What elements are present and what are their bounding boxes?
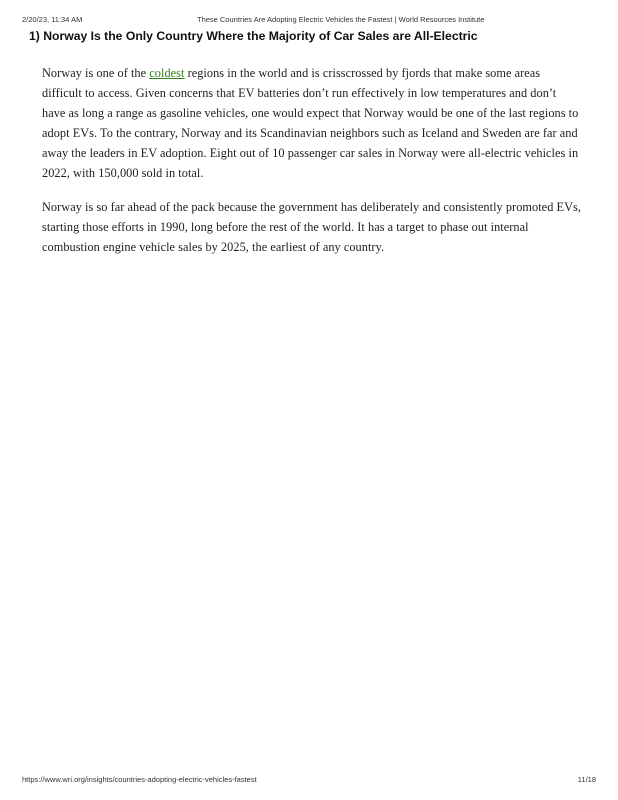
paragraph-text-after-link: regions in the world and is crisscrossed by fjords that make some areas difficult to access. Given concerns that EV batteries don’t run effectively in low temperatures and don’t have as long a range as gasoline vehicles, one would expect that Norway would be one of the last regions to adopt EVs. To the contrary, Norway and its Scandinavian neighbors such as Iceland and Sweden are far and away the leaders in EV adoption. Eight out of 10 passenger car sales in Norway were all-electric vehicles in 2022, with 150,000 sold in total. [42,66,579,180]
print-document-title: These Countries Are Adopting Electric Vehicles the Fastest | World Resources Institute [197,15,485,24]
print-url: https://www.wri.org/insights/countries-adopting-electric-vehicles-fastest [22,775,257,784]
paragraph-text-before-link: Norway is one of the [42,66,150,80]
print-footer [22,775,596,787]
print-datetime: 2/20/23, 11:34 AM [22,15,83,24]
print-header [22,15,596,27]
article-body [29,28,582,271]
section-heading: 1) Norway Is the Only Country Where the Majority of Car Sales are All-Electric [29,29,478,43]
paragraph-norway-climate [42,63,582,183]
page-number: 11/18 [577,775,596,784]
coldest-link[interactable]: coldest [149,66,185,80]
paragraph-norway-policy: Norway is so far ahead of the pack because the government has deliberately and consistently promoted EVs, starting those efforts in 1990, long before the rest of the world. It has a target to phase out internal combustion engine vehicle sales by 2025, the earliest of any country. [42,200,581,254]
